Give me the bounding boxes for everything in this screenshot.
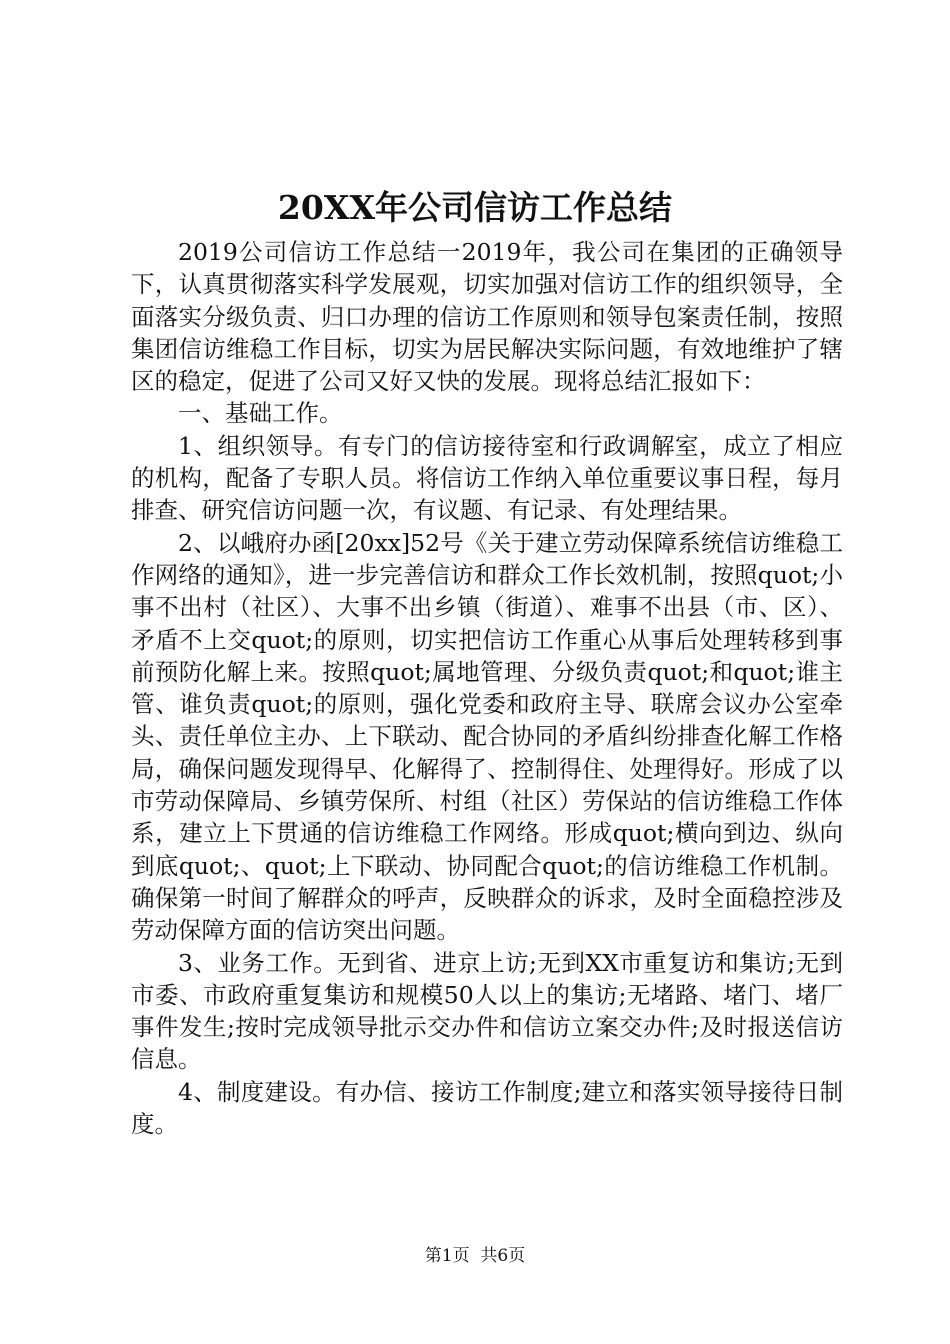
paragraph-organization: 1、组织领导。有专门的信访接待室和行政调解室，成立了相应的机构，配备了专职人员。将信访工作纳入单位重要议事日程，每月排查、研究信访问题一次，有议题、有记录、有处理结果。: [131, 431, 843, 525]
document-body: [131, 236, 843, 1140]
paragraph-intro: 2019公司信访工作总结一2019年，我公司在集团的正确领导下，认真贯彻落实科学发展观，切实加强对信访工作的组织领导，全面落实分级负责、归口办理的信访工作原则和领导包案责任制，按照集团信访维稳工作目标，切实为居民解决实际问题，有效地维护了辖区的稳定，促进了公司又好又快的发展。现将总结汇报如下：: [131, 238, 843, 396]
document-title: 20XX年公司信访工作总结: [277, 188, 673, 227]
page-number: 第1页 共6页: [424, 1246, 526, 1266]
paragraph-system-building: 4、制度建设。有办信、接访工作制度;建立和落实领导接待日制度。: [131, 1077, 843, 1139]
paragraph-business-work: 3、业务工作。无到省、进京上访;无到XX市重复访和集访;无到市委、市政府重复集访和规模50人以上的集访;无堵路、堵门、堵厂事件发生;按时完成领导批示交办件和信访立案交办件;及时报送信访信息。: [131, 948, 843, 1074]
paragraph-network: 2、以峨府办函[20xx]52号《关于建立劳动保障系统信访维稳工作网络的通知》，进一步完善信访和群众工作长效机制，按照quot;小事不出村（社区）、大事不出乡镇（街道）、难事不出县（市、区）、矛盾不上交quot;的原则，切实把信访工作重心从事后处理转移到事前预防化解上来。按照quot;属地管理、分级负责quot;和quot;谁主管、谁负责quot;的原则，强化党委和政府主导、联席会议办公室牵头、责任单位主办、上下联动、配合协同的矛盾纠纷排查化解工作格局，确保问题发现得早、化解得了、控制得住、处理得好。形成了以市劳动保障局、乡镇劳保所、村组（社区）劳保站的信访维稳工作体系，建立上下贯通的信访维稳工作网络。形成quot;横向到边、纵向到底quot;、quot;上下联动、协同配合quot;的信访维稳工作机制。确保第一时间了解群众的呼声，反映群众的诉求，及时全面稳控涉及劳动保障方面的信访突出问题。: [131, 528, 843, 945]
section-heading-basic-work: 一、基础工作。: [178, 399, 343, 428]
page-footer: [0, 1244, 950, 1268]
